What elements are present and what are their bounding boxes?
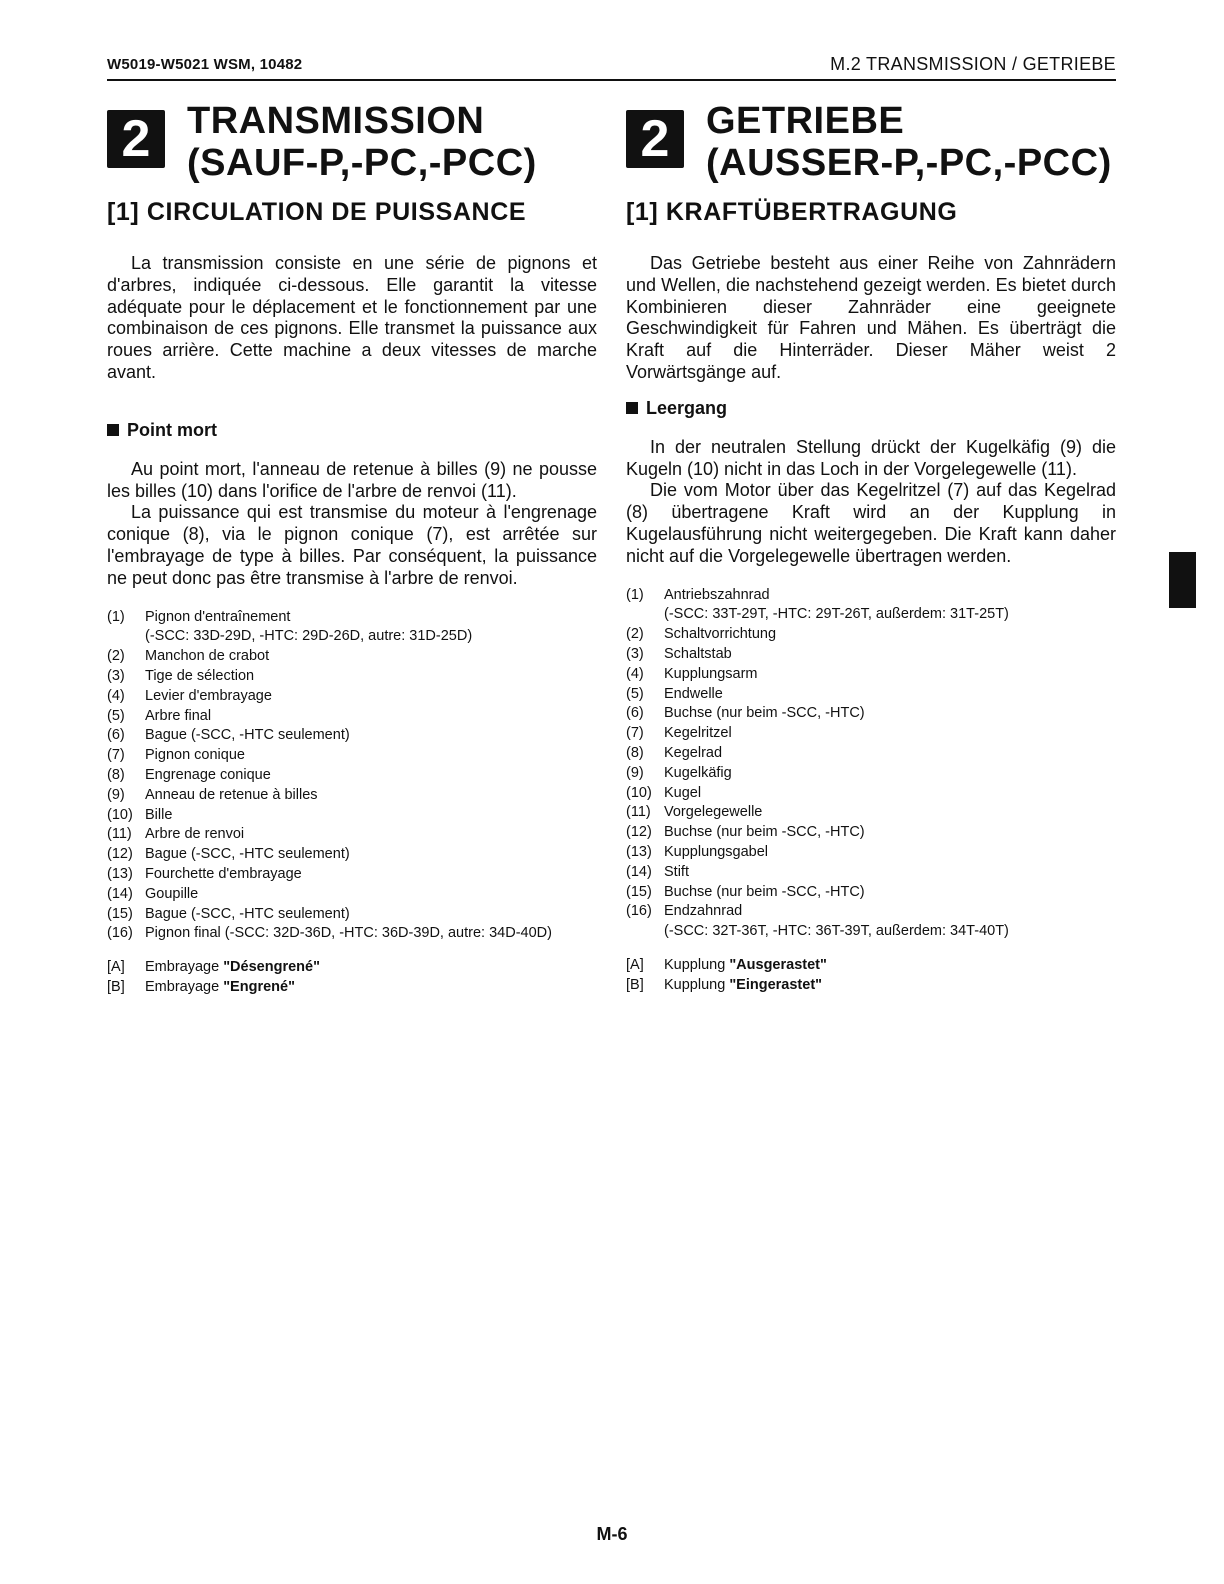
fr-intro-paragraph: La transmission consiste en une série de pignons et d'arbres, indiquée ci-dessous. Elle garantit la vitesse adéquate pour le déplacement et le fonctionnement par une combinaison de ces pignons. Elle transmet la puissance aux roues arrière. Cette machine a deux vitesses de marche avant. <box>107 253 597 382</box>
de-intro-paragraph: Das Getriebe besteht aus einer Reihe von Zahnrädern und Wellen, die nachstehend gezeigt werden. Es bietet durch Kombinieren dieser Zahnräder eine geeignete Geschwindigkeit für Fahren und Mähen. Es überträgt die Kraft auf die Hinterräder. Dieser Mäher weist 2 Vorwärtsgänge auf. <box>626 253 1116 382</box>
fr-paragraph-1: Au point mort, l'anneau de retenue à billes (9) ne pousse les billes (10) dans l'orifice de l'arbre de renvoi (11). <box>107 458 597 501</box>
legend-item-b: [B] Kupplung "Eingerastet" <box>626 976 823 993</box>
legend-item: (2) Schaltvorrichtung <box>626 626 777 643</box>
de-subheading-text: Leergang <box>646 397 728 418</box>
legend-item: (4) Levier d'embrayage <box>107 687 272 704</box>
fr-section-heading: [1] CIRCULATION DE PUISSANCE <box>107 198 527 226</box>
legend-item: (10) Kugel <box>626 784 702 801</box>
fr-paragraph-2: La puissance qui est transmise du moteur à l'engrenage conique (8), via le pignon conique (7), est arrêtée sur l'embrayage de type à billes. Par conséquent, la puissance ne peut donc pas être transmise à l'arbre de renvoi. <box>107 502 597 588</box>
legend-item: (16) Endzahnrad <box>626 903 743 920</box>
legend-item: (3) Tige de sélection <box>107 667 255 684</box>
de-legend <box>626 586 1116 996</box>
german-column <box>626 100 1116 996</box>
legend-item: (13) Kupplungsgabel <box>626 843 769 860</box>
legend-item-b: [B] Embrayage "Engrené" <box>107 978 295 995</box>
square-bullet-icon <box>107 424 119 436</box>
legend-item: (6) Buchse (nur beim -SCC, -HTC) <box>626 705 865 722</box>
de-title-block <box>626 100 1116 188</box>
legend-item: (14) Goupille <box>107 885 199 902</box>
header-divider <box>107 79 1116 81</box>
legend-item: (14) Stift <box>626 863 689 880</box>
legend-item-detail: (-SCC: 33T-29T, -HTC: 29T-26T, außerdem: 31T-25T) <box>664 606 1009 623</box>
legend-item: (9) Kugelkäfig <box>626 764 732 781</box>
legend-item: (15) Bague (-SCC, -HTC seulement) <box>107 905 350 922</box>
legend-item: (1) Antriebszahnrad <box>626 586 770 603</box>
legend-item: (1) Pignon d'entraînement <box>107 608 291 625</box>
legend-item-a: [A] Kupplung "Ausgerastet" <box>626 956 827 973</box>
de-paragraph-1: In der neutralen Stellung drückt der Kugelkäfig (9) die Kugeln (10) nicht in das Loch in der Vorgelegewelle (11). <box>626 436 1116 479</box>
legend-item: (16) Pignon final (-SCC: 32D-36D, -HTC: 36D-39D, autre: 34D-40D) <box>107 925 552 942</box>
legend-item: (4) Kupplungsarm <box>626 665 758 682</box>
de-subheading <box>626 398 1116 419</box>
fr-subheading <box>107 420 597 441</box>
legend-item-a: [A] Embrayage "Désengrené" <box>107 959 320 976</box>
de-title-line1: GETRIEBE <box>706 100 905 142</box>
legend-item: (5) Arbre final <box>107 707 212 724</box>
legend-item: (12) Bague (-SCC, -HTC seulement) <box>107 846 350 863</box>
legend-item: (13) Fourchette d'embrayage <box>107 865 302 882</box>
header-section-title: M.2 TRANSMISSION / GETRIEBE <box>830 54 1116 74</box>
legend-item: (6) Bague (-SCC, -HTC seulement) <box>107 727 350 744</box>
fr-title-line2: (SAUF-P,-PC,-PCC) <box>187 142 537 184</box>
legend-item: (5) Endwelle <box>626 685 723 702</box>
legend-item: (2) Manchon de crabot <box>107 648 270 665</box>
french-column <box>107 100 597 998</box>
chapter-number-badge: 2 <box>107 110 165 168</box>
de-section-heading: [1] KRAFTÜBERTRAGUNG <box>626 198 958 226</box>
legend-item: (8) Engrenage conique <box>107 766 271 783</box>
legend-item-detail: (-SCC: 33D-29D, -HTC: 29D-26D, autre: 31D-25D) <box>145 628 473 645</box>
de-title-line2: (AUSSER-P,-PC,-PCC) <box>706 142 1112 184</box>
legend-item: (12) Buchse (nur beim -SCC, -HTC) <box>626 824 865 841</box>
page-number: M-6 <box>596 1524 628 1544</box>
chapter-number-badge: 2 <box>626 110 684 168</box>
legend-item: (9) Anneau de retenue à billes <box>107 786 318 803</box>
legend-item: (15) Buchse (nur beim -SCC, -HTC) <box>626 883 865 900</box>
legend-item: (11) Vorgelegewelle <box>626 804 763 821</box>
legend-item-detail: (-SCC: 32T-36T, -HTC: 36T-39T, außerdem: 34T-40T) <box>664 923 1009 940</box>
page-edge-tab-marker <box>1169 552 1196 608</box>
legend-item: (7) Kegelritzel <box>626 725 732 742</box>
legend-item: (8) Kegelrad <box>626 744 723 761</box>
square-bullet-icon <box>626 402 638 414</box>
de-paragraph-2: Die vom Motor über das Kegelritzel (7) auf das Kegelrad (8) übertragene Kraft wird an der Kupplung in Kugelausführung nicht weitergegeben. Die Kraft kann daher nicht auf die Vorgelegewelle übertragen werden. <box>626 480 1116 566</box>
fr-title-line1: TRANSMISSION <box>187 100 485 142</box>
fr-legend <box>107 608 597 998</box>
legend-item: (11) Arbre de renvoi <box>107 826 245 843</box>
header-document-code: W5019-W5021 WSM, 10482 <box>107 56 303 73</box>
legend-item: (3) Schaltstab <box>626 645 732 662</box>
fr-subheading-text: Point mort <box>127 419 217 440</box>
legend-item: (7) Pignon conique <box>107 747 245 764</box>
fr-title-block <box>107 100 597 188</box>
legend-item: (10) Bille <box>107 806 173 823</box>
